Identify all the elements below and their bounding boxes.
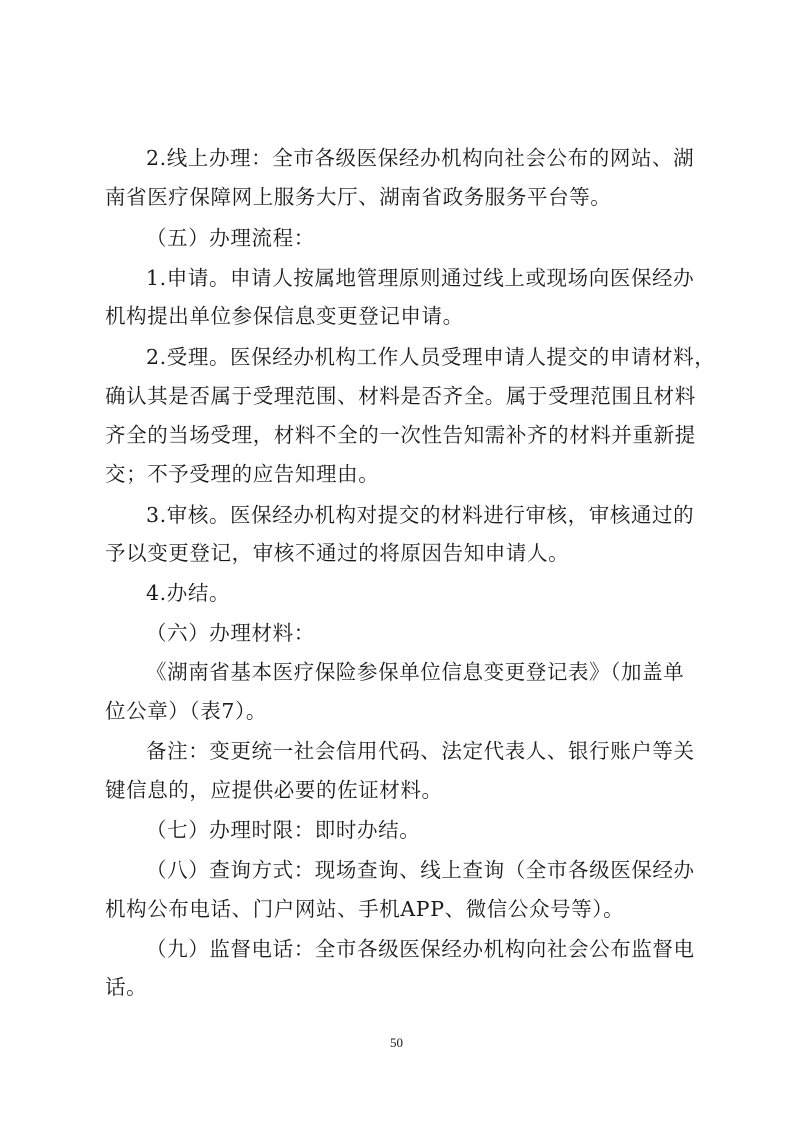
paragraph-line: 南省医疗保障网上服务大厅、湖南省政务服务平台等。 (105, 185, 612, 209)
paragraph-line: 齐全的当场受理，材料不全的一次性告知需补齐的材料并重新提 (105, 423, 696, 447)
paragraph-line: 《湖南省基本医疗保险参保单位信息变更登记表》（加盖单 (146, 660, 685, 684)
section-heading: （五）办理流程： (146, 226, 315, 250)
paragraph-line: 交；不予受理的应告知理由。 (105, 462, 380, 486)
section-heading: （九）监督电话：全市各级医保经办机构向社会公布监督电 (146, 937, 695, 961)
paragraph-line: 机构提出单位参保信息变更登记申请。 (105, 304, 464, 328)
paragraph-line: 话。 (105, 975, 148, 999)
paragraph-line: 位公章）（表7）。 (105, 699, 267, 723)
paragraph-line: 4.办结。 (146, 581, 231, 605)
paragraph-line: 3.审核。医保经办机构对提交的材料进行审核，审核通过的 (146, 503, 695, 527)
paragraph-line: 1.申请。申请人按属地管理原则通过线上或现场向医保经办 (146, 266, 695, 290)
paragraph-line: 键信息的，应提供必要的佐证材料。 (105, 778, 443, 802)
paragraph-line: 2.受理。医保经办机构工作人员受理申请人提交的申请材料， (146, 345, 716, 369)
paragraph-line: 2.线上办理：全市各级医保经办机构向社会公布的网站、湖 (146, 146, 695, 170)
section-heading: （七）办理时限：即时办结。 (146, 818, 421, 842)
paragraph-line: 予以变更登记，审核不通过的将原因告知申请人。 (105, 541, 570, 565)
paragraph-line: 确认其是否属于受理范围、材料是否齐全。属于受理范围且材料 (105, 384, 696, 408)
section-heading: （八）查询方式：现场查询、线上查询（全市各级医保经办 (146, 858, 695, 882)
page-number: 50 (390, 1035, 403, 1050)
paragraph-line: 备注：变更统一社会信用代码、法定代表人、银行账户等关 (146, 739, 695, 763)
section-heading: （六）办理材料： (146, 621, 315, 645)
paragraph-line: 机构公布电话、门户网站、手机APP、微信公众号等）。 (105, 897, 625, 921)
